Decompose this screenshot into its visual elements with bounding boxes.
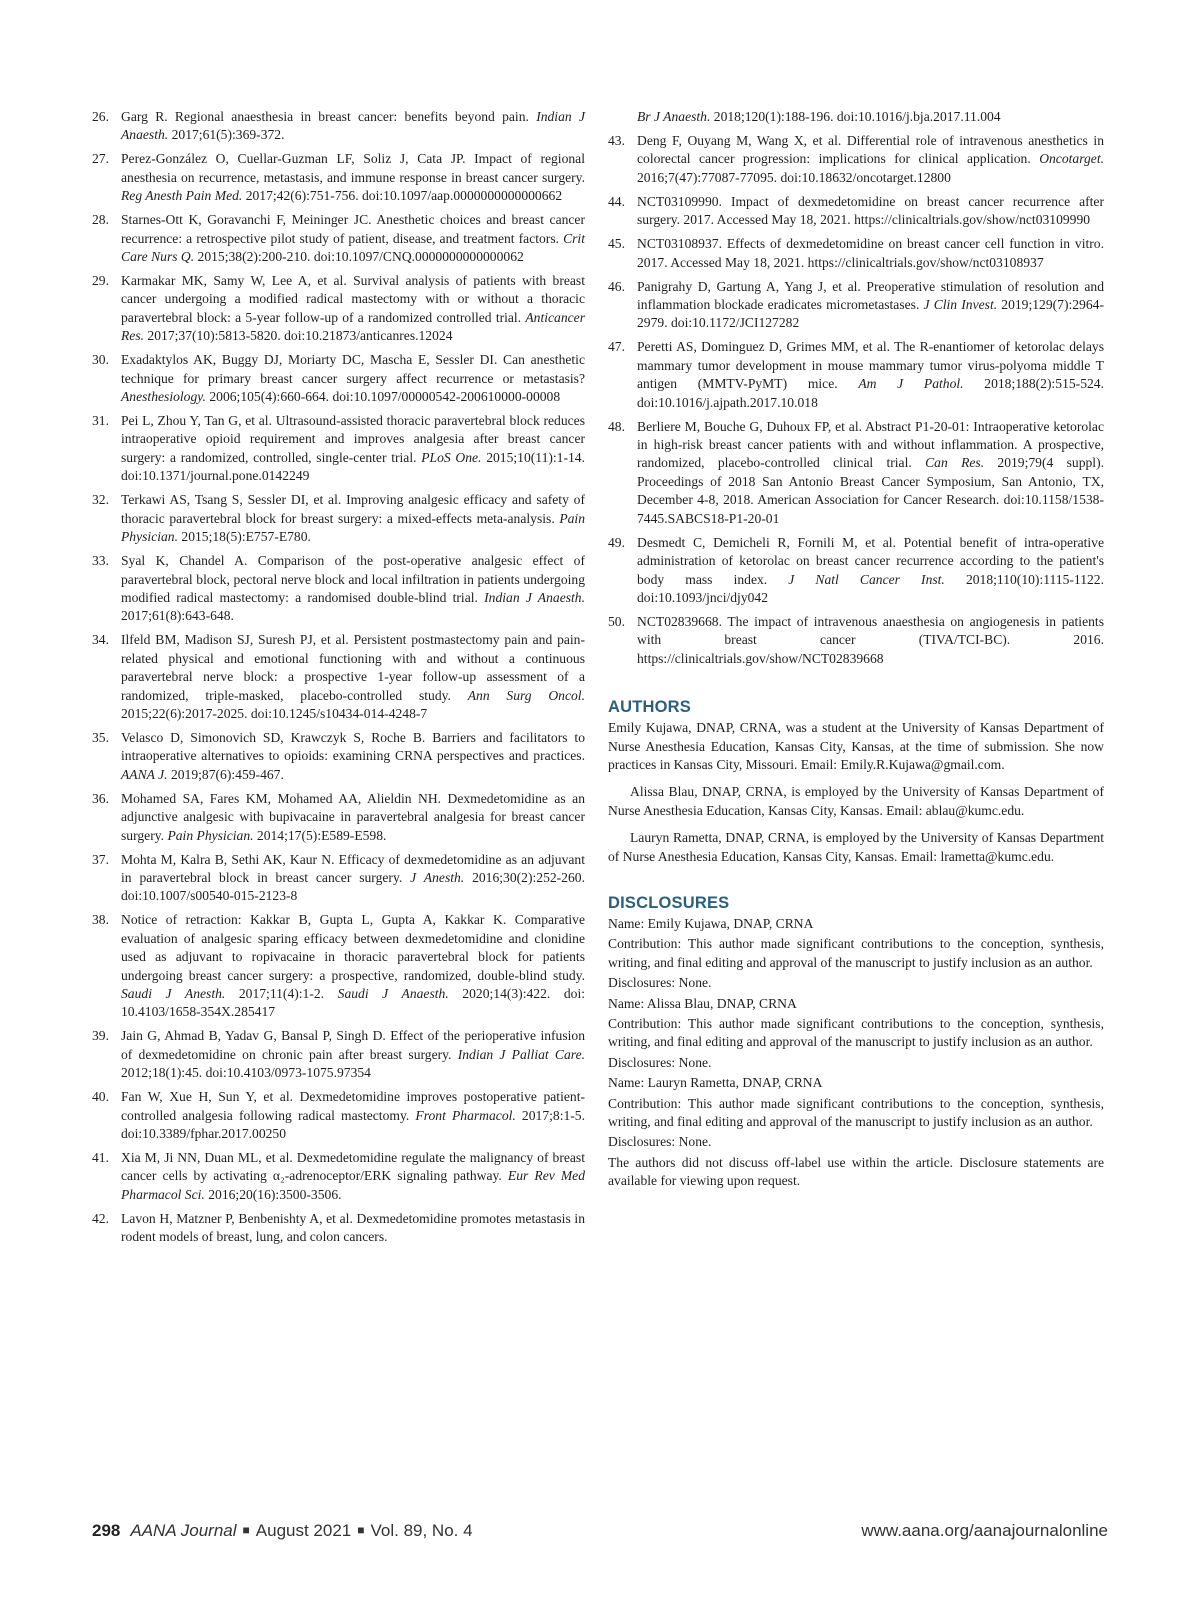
reference-authors-title: Perez-González O, Cuellar-Guzman LF, Soliz J, Cata JP. Impact of regional anesthesia on recurrence, metastasis, and immune response in breast cancer surgery. [121, 151, 585, 185]
reference-authors-title: Karmakar MK, Samy W, Lee A, et al. Survival analysis of patients with breast cancer undergoing a modified radical mastectomy with or without a thoracic paravertebral block: a 5-year follow-up of a randomized controlled trial. [121, 273, 585, 325]
reference-text [121, 1088, 585, 1143]
volume-issue: Vol. 89, No. 4 [370, 1521, 473, 1540]
page-number: 298 [92, 1521, 121, 1540]
reference-number: 39. [92, 1028, 109, 1044]
separator: ■ [242, 1523, 250, 1537]
reference-number [608, 108, 637, 126]
reference-authors-title: Peretti AS, Dominguez D, Grimes MM, et al. The R-enantiomer of ketorolac delays mammary tumor development in mouse mammary tumor virus-polyoma middle T antigen (MMTV-PyMT) mice. [637, 339, 1104, 392]
reference-citation: 2017;42(6):751-756. doi:10.1097/aap.0000000000000662 [242, 188, 563, 204]
disclosure-line: The authors did not discuss off-label use within the article. Disclosure statements are available for viewing upon request. [608, 1154, 1104, 1189]
reference-citation: 2017;61(5):369-372. [168, 127, 285, 143]
reference-authors-title: Desmedt C, Demicheli R, Fornili M, et al. Potential benefit of intra-operative administration of ketorolac on breast cancer recurrence according to the patient's body mass index. [637, 534, 1104, 587]
reference-number: 32. [92, 492, 109, 508]
reference-number: 48. [608, 418, 625, 434]
reference-item [92, 1088, 585, 1143]
reference-authors-title: Berliere M, Bouche G, Duhoux FP, et al. Abstract P1-20-01: Intraoperative ketorolac in high-risk breast cancer patients with and without inflammation. A prospective, randomized, placebo-controlled clinical trial. [637, 418, 1104, 471]
reference-journal: PLoS One. [421, 449, 482, 465]
reference-text [121, 351, 585, 406]
reference-number: 38. [92, 912, 109, 928]
reference-citation: 2012;18(1):45. doi:10.4103/0973-1075.97354 [121, 1065, 371, 1081]
reference-number: 47. [608, 339, 625, 355]
reference-item [608, 338, 1104, 412]
reference-journal: Ann Surg Oncol. [467, 687, 585, 703]
reference-number: 46. [608, 278, 625, 294]
reference-list-right [608, 108, 1104, 668]
reference-item [92, 351, 585, 406]
reference-text [637, 108, 1104, 126]
reference-citation: 2014;17(5):E589-E598. [253, 827, 387, 843]
reference-number: 34. [92, 632, 109, 648]
reference-text [121, 911, 585, 1021]
authors-heading: AUTHORS [608, 698, 691, 717]
disclosure-line: Disclosures: None. [608, 1134, 712, 1150]
reference-citation: 2015;22(6):2017-2025. doi:10.1245/s10434-014-4248-7 [121, 705, 428, 721]
reference-authors-title: Garg R. Regional anaesthesia in breast cancer: benefits beyond pain. [121, 109, 537, 124]
reference-authors-title: Notice of retraction: Kakkar B, Gupta L, Gupta A, Kakkar K. Comparative evaluation of analgesic sparing efficacy between dexmedetomidine and clonidine used as adjuvant to ropivacaine in thoracic paravertebral block for patients undergoing breast cancer surgery: a prospective, randomized, double-blind study. [121, 912, 585, 983]
reference-number: 42. [92, 1210, 109, 1226]
reference-journal: J Clin Invest. [923, 297, 998, 313]
issue-date: August 2021 [255, 1521, 352, 1540]
reference-citation: 2006;105(4):660-664. doi:10.1097/00000542-200610000-00008 [205, 389, 561, 405]
reference-citation: 2019;87(6):459-467. [167, 766, 284, 782]
reference-item [92, 491, 585, 546]
reference-number: 37. [92, 851, 109, 867]
reference-text [121, 790, 585, 845]
reference-text [121, 552, 585, 626]
reference-item [92, 1027, 585, 1082]
reference-number: 44. [608, 193, 625, 209]
disclosure-line: Name: Alissa Blau, DNAP, CRNA [608, 995, 797, 1011]
reference-item [92, 851, 585, 906]
authors-section [608, 698, 1104, 866]
reference-journal: J Anesth. [410, 869, 465, 885]
reference-journal: Reg Anesth Pain Med. [121, 188, 243, 204]
reference-citation: 2018;120(1):188-196. doi:10.1016/j.bja.2017.11.004 [710, 109, 1001, 124]
reference-authors-title: Panigrahy D, Gartung A, Yang J, et al. Preoperative stimulation of resolution and inflammation blockade eradicates micrometastases. [637, 278, 1104, 313]
reference-journal: AANA J. [121, 766, 168, 782]
disclosure-line: Contribution: This author made significant contributions to the conception, synthesis, writing, and final editing and approval of the manuscript to justify inclusion as an author. [608, 1016, 1104, 1050]
reference-journal: Indian J Palliat Care. [457, 1046, 585, 1062]
reference-authors-title: NCT03108937. Effects of dexmedetomidine on breast cancer cell function in vitro. 2017. Accessed May 18, 2021. https://clinicaltrials.gov/show/nct03108937 [637, 236, 1104, 270]
reference-item [92, 790, 585, 845]
reference-journal: J Natl Cancer Inst. [788, 571, 945, 587]
reference-number: 40. [92, 1089, 109, 1105]
reference-citation: 2018;110(10):1115-1122. doi:10.1093/jnci/djy042 [637, 571, 1105, 605]
reference-item [92, 911, 585, 1021]
reference-text [637, 534, 1104, 608]
reference-journal: Anesthesiology. [121, 389, 206, 405]
reference-authors-title: Pei L, Zhou Y, Tan G, et al. Ultrasound-assisted thoracic paravertebral block reduces intraoperative opioid requirement and improves analgesia after breast cancer surgery: a randomized, controlled, single-center trial. [121, 413, 585, 465]
reference-citation: 2016;7(47):77087-77095. doi:10.18632/oncotarget.12800 [637, 169, 951, 185]
reference-text [637, 235, 1104, 272]
reference-journal: Indian J Anaesth. [484, 589, 585, 605]
disclosure-line: Contribution: This author made significant contributions to the conception, synthesis, writing, and final editing and approval of the manuscript to justify inclusion as an author. [608, 936, 1104, 970]
reference-number: 45. [608, 236, 625, 252]
reference-item [92, 729, 585, 784]
reference-text [637, 278, 1104, 333]
reference-citation: 2017;61(8):643-648. [121, 608, 234, 624]
reference-text [637, 193, 1104, 230]
reference-item [92, 1210, 585, 1247]
reference-item [608, 235, 1104, 272]
reference-text [121, 412, 585, 486]
reference-item [92, 150, 585, 205]
reference-authors-title: Starnes-Ott K, Goravanchi F, Meininger JC. Anesthetic choices and breast cancer recurrence: a retrospective pilot study of patient, disease, and treatment factors. [121, 212, 585, 246]
reference-journal: Front Pharmacol. [415, 1107, 516, 1123]
reference-text [637, 132, 1104, 187]
reference-number: 28. [92, 212, 109, 228]
reference-item [608, 278, 1104, 333]
reference-number: 36. [92, 790, 109, 806]
reference-citation: 2019;79(4 suppl). Proceedings of 2018 San Antonio Breast Cancer Symposium, San Antonio, TX, December 4-8, 2018. American Association for Cancer Research. doi:10.1158/1538-7445.SABCS18-P1-20-01 [637, 455, 1105, 526]
reference-text [121, 729, 585, 784]
reference-number: 43. [608, 133, 625, 148]
reference-item [92, 211, 585, 266]
reference-authors-title: Lavon H, Matzner P, Benbenishty A, et al. Dexmedetomidine promotes metastasis in rodent models of breast, lung, and colon cancers. [121, 1210, 585, 1245]
reference-item [608, 132, 1104, 187]
reference-item [608, 108, 1104, 126]
reference-citation: 2016;30(2):252-260. doi:10.1007/s00540-015-2123-8 [121, 869, 585, 904]
reference-text [121, 1210, 585, 1247]
reference-text [121, 851, 585, 906]
reference-item [608, 193, 1104, 230]
reference-citation: 2015;18(5):E757-E780. [178, 529, 311, 545]
reference-citation: 2017;37(10):5813-5820. doi:10.21873/anticanres.12024 [144, 328, 453, 344]
reference-journal: Anticancer Res. [121, 309, 585, 344]
disclosure-line: Disclosures: None. [608, 1054, 712, 1070]
reference-journal: Eur Rev Med Pharmacol Sci. [121, 1168, 586, 1202]
reference-number: 35. [92, 729, 109, 745]
reference-item [608, 418, 1104, 528]
reference-citation: 2020;14(3):422. doi: 10.4103/1658-354X.285417 [121, 986, 585, 1020]
reference-journal: Oncotarget. [1039, 151, 1104, 167]
reference-item [92, 552, 585, 626]
reference-journal: Saudi J Anesth. [121, 986, 226, 1001]
right-column [608, 108, 1104, 1193]
disclosure-line: Contribution: This author made significant contributions to the conception, synthesis, writing, and final editing and approval of the manuscript to justify inclusion as an author. [608, 1095, 1104, 1130]
reference-item [92, 108, 585, 145]
reference-number: 50. [608, 613, 625, 629]
reference-journal: Saudi J Anaesth. [337, 986, 449, 1001]
reference-citation: 2015;10(11):1-14. doi:10.1371/journal.pone.0142249 [121, 449, 585, 484]
reference-authors-title: NCT02839668. The impact of intravenous anaesthesia on angiogenesis in patients with breast cancer (TIVA/TCI-BC). 2016. https://clinicaltrials.gov/show/NCT02839668 [637, 613, 1104, 666]
reference-number: 31. [92, 413, 109, 429]
reference-authors-title: Exadaktylos AK, Buggy DJ, Moriarty DC, Mascha E, Sessler DI. Can anesthetic technique for primary breast cancer surgery affect recurrence or metastasis? [121, 352, 585, 386]
reference-item [92, 412, 585, 486]
reference-text [121, 1149, 585, 1204]
reference-number: 29. [92, 273, 109, 289]
reference-journal: Indian J Anaesth. [121, 109, 585, 143]
disclosure-line: Name: Emily Kujawa, DNAP, CRNA [608, 915, 814, 931]
page-footer [92, 1521, 1108, 1545]
reference-journal: Can Res. [925, 455, 985, 471]
left-column [92, 108, 585, 1252]
reference-item [608, 534, 1104, 608]
reference-item [92, 1149, 585, 1204]
reference-journal: Pain Physician. [167, 827, 254, 843]
disclosures-heading: DISCLOSURES [608, 893, 730, 912]
reference-item [92, 631, 585, 723]
disclosure-line: Disclosures: None. [608, 975, 712, 991]
reference-authors-title: Jain G, Ahmad B, Yadav G, Bansal P, Singh D. Effect of the perioperative infusion of dexmedetomidine on chronic pain after breast surgery. [121, 1028, 585, 1062]
reference-number: 33. [92, 553, 109, 569]
author-bio: Lauryn Rametta, DNAP, CRNA, is employed by the University of Kansas Department of Nurse Anesthesia Education, Kansas City, Kansas. Email: lrametta@kumc.edu. [608, 830, 1104, 864]
reference-journal: Am J Pathol. [858, 376, 964, 392]
author-bio: Emily Kujawa, DNAP, CRNA, was a student at the University of Kansas Department of Nurse Anesthesia Education, Kansas City, Kansas, at the time of submission. She now practices in Kansas City, Missouri. Email: Emily.R.Kujawa@gmail.com. [608, 720, 1104, 772]
reference-authors-title: Mohta M, Kalra B, Sethi AK, Kaur N. Efficacy of dexmedetomidine as an adjuvant in paravertebral block in breast cancer surgery. [121, 851, 585, 885]
reference-authors-title: Terkawi AS, Tsang S, Sessler DI, et al. Improving analgesic efficacy and safety of thoracic paravertebral block for breast surgery: a mixed-effects meta-analysis. [121, 492, 585, 526]
reference-text [121, 491, 585, 546]
reference-text [121, 631, 585, 723]
reference-text [121, 272, 585, 346]
reference-journal: Br J Anaesth. [637, 109, 711, 124]
disclosures-section [608, 894, 1104, 1191]
reference-text [121, 150, 585, 205]
journal-url-link[interactable]: www.aana.org/aanajournalonline [861, 1521, 1108, 1540]
disclosure-line: Name: Lauryn Rametta, DNAP, CRNA [608, 1075, 823, 1091]
reference-citation: 2016;20(16):3500-3506. [204, 1186, 342, 1202]
reference-citation: 2019;129(7):2964-2979. doi:10.1172/JCI127282 [637, 297, 1104, 331]
separator: ■ [357, 1523, 365, 1537]
reference-text [637, 418, 1104, 528]
reference-authors-title: Mohamed SA, Fares KM, Mohamed AA, Alieldin NH. Dexmedetomidine as an adjunctive analgesic with bupivacaine in paravertebral analgesia for breast cancer surgery. [121, 790, 585, 843]
reference-text [121, 1027, 585, 1082]
reference-text [637, 613, 1104, 668]
reference-number: 30. [92, 352, 109, 368]
author-bio: Alissa Blau, DNAP, CRNA, is employed by the University of Kansas Department of Nurse Anesthesia Education, Kansas City, Kansas. Email: ablau@kumc.edu. [608, 784, 1104, 818]
reference-citation: 2017;11(4):1-2. [225, 986, 338, 1001]
reference-number: 27. [92, 151, 109, 167]
reference-authors-title: Fan W, Xue H, Sun Y, et al. Dexmedetomidine improves postoperative patient-controlled analgesia following radical mastectomy. [121, 1089, 585, 1123]
reference-citation: 2017;8:1-5. doi:10.3389/fphar.2017.00250 [121, 1107, 585, 1142]
reference-authors-title: NCT03109990. Impact of dexmedetomidine on breast cancer recurrence after surgery. 2017. Accessed May 18, 2021. https://clinicaltrials.gov/show/nct03109990 [637, 193, 1104, 228]
reference-item [608, 613, 1104, 668]
reference-authors-title: Ilfeld BM, Madison SJ, Suresh PJ, et al. Persistent postmastectomy pain and pain-related physical and emotional functioning with and without a continuous paravertebral nerve block: a prospective 1-year follow-up assessment of a randomized, triple-masked, placebo-controlled study. [121, 632, 585, 703]
reference-number: 41. [92, 1150, 109, 1166]
reference-authors-title: Velasco D, Simonovich SD, Krawczyk S, Roche B. Barriers and facilitators to intraoperative alternatives to opioids: examining CRNA perspectives and practices. [121, 729, 585, 764]
reference-authors-title: Xia M, Ji NN, Duan ML, et al. Dexmedetomidine regulate the malignancy of breast cancer cells by activating α₂-adrenoceptor/ERK signaling pathway. [121, 1150, 585, 1184]
reference-number: 49. [608, 534, 625, 550]
reference-text [637, 338, 1104, 412]
reference-text [121, 108, 585, 145]
reference-citation: 2015;38(2):200-210. doi:10.1097/CNQ.0000000000000062 [194, 249, 524, 265]
reference-authors-title: Deng F, Ouyang M, Wang X, et al. Differential role of intravenous anesthetics in colorectal cancer progression: implications for clinical application. [637, 133, 1104, 167]
journal-title: AANA Journal [130, 1521, 237, 1540]
reference-citation: 2018;188(2):515-524. doi:10.1016/j.ajpath.2017.10.018 [637, 376, 1104, 410]
reference-journal: Crit Care Nurs Q. [121, 230, 585, 265]
reference-item [92, 272, 585, 346]
reference-text [121, 211, 585, 266]
reference-authors-title: Syal K, Chandel A. Comparison of the post-operative analgesic effect of paravertebral block, pectoral nerve block and local infiltration in patients undergoing modified radical mastectomy: a randomised double-blind trial. [121, 553, 585, 605]
reference-number: 26. [92, 109, 109, 124]
reference-journal: Pain Physician. [121, 510, 585, 545]
